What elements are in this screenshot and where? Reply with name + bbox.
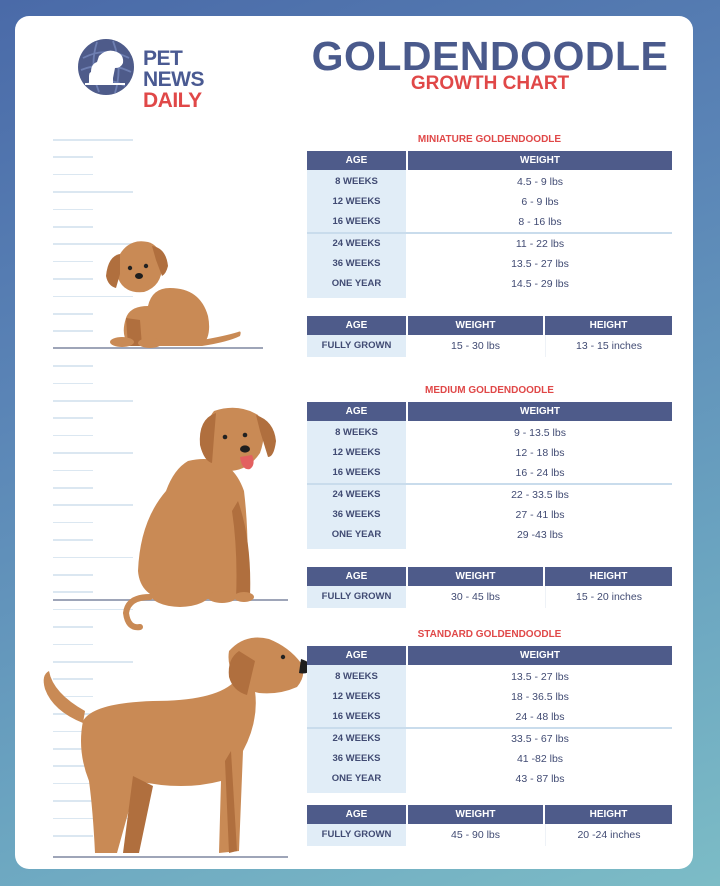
table-row (307, 254, 672, 274)
age-cell: 36 WEEKS (332, 508, 381, 520)
weight-cell: 13.5 - 27 lbs (511, 257, 569, 270)
table-row (307, 824, 672, 846)
row-divider (307, 232, 672, 234)
page-title: GOLDENDOODLE (311, 33, 669, 79)
header-weight: WEIGHT (408, 646, 672, 665)
height-cell: 15 - 20 inches (545, 586, 672, 608)
age-cell: 16 WEEKS (332, 711, 381, 723)
weight-table-1 (307, 402, 672, 549)
brand-logo (77, 38, 237, 112)
age-cell: FULLY GROWN (307, 586, 406, 608)
table-row (307, 335, 672, 357)
weight-cell: 43 - 87 lbs (515, 773, 565, 785)
logo-text-pet-news: PET NEWS (143, 47, 204, 91)
table-row (307, 423, 672, 443)
age-cell: 24 WEEKS (332, 237, 381, 249)
weight-table-0 (307, 151, 672, 298)
height-cell: 20 -24 inches (545, 824, 672, 846)
header-weight: WEIGHT (408, 402, 672, 421)
table-row (307, 212, 672, 232)
fully-grown-table-0 (307, 316, 672, 358)
header-weight: WEIGHT (408, 316, 543, 335)
ruler-tick (53, 522, 93, 524)
fully-grown-table-1 (307, 567, 672, 609)
age-cell: 16 WEEKS (332, 467, 381, 479)
row-divider (307, 727, 672, 729)
table-row (307, 667, 672, 687)
section-title-miniature: MINIATURE GOLDENDOODLE (417, 134, 562, 145)
ruler-tick (53, 383, 93, 385)
height-cell: 13 - 15 inches (545, 335, 672, 357)
ruler-tick (53, 365, 93, 367)
ruler-tick (53, 156, 93, 158)
weight-cell: 16 - 24 lbs (515, 467, 565, 480)
miniature-puppy-sitting-icon (90, 236, 250, 348)
header-weight: WEIGHT (408, 567, 543, 586)
weight-cell: 30 - 45 lbs (450, 591, 501, 603)
age-cell: ONE YEAR (331, 278, 382, 289)
header-weight: WEIGHT (408, 151, 672, 170)
ruler-tick (53, 330, 93, 332)
header-height: HEIGHT (545, 567, 672, 586)
ruler-tick (53, 191, 133, 193)
age-cell: 12 WEEKS (332, 196, 381, 208)
ruler-tick (53, 626, 93, 628)
page-subtitle: GROWTH CHART (410, 73, 570, 94)
growth-chart-card (15, 16, 693, 869)
standard-dog-standing-side-icon (33, 631, 313, 859)
weight-cell: 18 - 36.5 lbs (511, 691, 569, 704)
table-row (307, 729, 672, 749)
table-row (307, 485, 672, 505)
table-row (307, 687, 672, 707)
age-cell: 24 WEEKS (332, 488, 381, 500)
table-row (307, 769, 672, 789)
table-row (307, 443, 672, 463)
weight-cell: 14.5 - 29 lbs (511, 278, 569, 290)
header-height: HEIGHT (545, 316, 672, 335)
header-age: AGE (307, 646, 406, 665)
ruler-tick (53, 226, 93, 228)
table-row (307, 707, 672, 727)
weight-cell: 33.5 - 67 lbs (511, 732, 569, 745)
ruler-tick (53, 591, 93, 593)
row-divider (307, 483, 672, 485)
ruler-tick (53, 435, 93, 437)
age-cell: ONE YEAR (331, 529, 382, 540)
age-cell: 12 WEEKS (332, 691, 381, 703)
weight-cell: 8 - 16 lbs (518, 216, 562, 229)
table-row (307, 505, 672, 525)
age-cell: 8 WEEKS (335, 671, 378, 682)
age-cell: 36 WEEKS (332, 752, 381, 764)
age-cell: 24 WEEKS (332, 732, 381, 744)
ruler-tick (53, 417, 93, 419)
age-cell: 36 WEEKS (332, 257, 381, 269)
age-cell: FULLY GROWN (307, 824, 406, 846)
table-row (307, 749, 672, 769)
section-title-standard: STANDARD GOLDENDOODLE (417, 629, 562, 640)
weight-cell: 15 - 30 lbs (450, 340, 501, 352)
globe-dog-cat-icon (77, 38, 135, 96)
ruler-tick (53, 487, 93, 489)
weight-cell: 22 - 33.5 lbs (511, 488, 569, 501)
ruler-tick (53, 174, 93, 176)
section-title-medium: MEDIUM GOLDENDOODLE (425, 385, 554, 396)
header-age: AGE (307, 151, 406, 170)
weight-cell: 41 -82 lbs (516, 752, 564, 765)
age-cell: 12 WEEKS (332, 447, 381, 459)
table-row (307, 586, 672, 608)
header-age: AGE (307, 567, 406, 586)
table-row (307, 192, 672, 212)
table-row (307, 172, 672, 192)
ruler-tick (53, 539, 93, 541)
weight-cell: 45 - 90 lbs (450, 829, 501, 841)
ruler-tick (53, 470, 93, 472)
age-cell: 16 WEEKS (332, 216, 381, 228)
medium-dog-sitting-tongue-out-icon (110, 401, 280, 631)
table-row (307, 274, 672, 294)
ruler-tick (53, 139, 133, 141)
ruler-tick (53, 313, 93, 315)
weight-cell: 4.5 - 9 lbs (516, 176, 564, 188)
fully-grown-table-2 (307, 805, 672, 847)
weight-cell: 11 - 22 lbs (515, 237, 565, 250)
header-age: AGE (307, 316, 406, 335)
weight-cell: 6 - 9 lbs (521, 196, 559, 209)
table-row (307, 234, 672, 254)
ruler-tick (53, 209, 93, 211)
weight-cell: 29 -43 lbs (516, 529, 564, 541)
header-age: AGE (307, 805, 406, 824)
header-height: HEIGHT (545, 805, 672, 824)
table-row (307, 525, 672, 545)
weight-cell: 12 - 18 lbs (515, 447, 565, 460)
weight-cell: 13.5 - 27 lbs (511, 671, 569, 683)
ruler-tick (53, 261, 93, 263)
weight-cell: 27 - 41 lbs (515, 508, 565, 521)
header-weight: WEIGHT (408, 805, 543, 824)
age-cell: 8 WEEKS (335, 176, 378, 187)
header-age: AGE (307, 402, 406, 421)
weight-table-2 (307, 646, 672, 793)
table-row (307, 463, 672, 483)
logo-text-daily: DAILY (143, 89, 202, 112)
weight-cell: 24 - 48 lbs (515, 711, 565, 724)
age-cell: 8 WEEKS (335, 427, 378, 438)
ruler-tick (53, 278, 93, 280)
weight-cell: 9 - 13.5 lbs (514, 427, 566, 439)
age-cell: ONE YEAR (331, 773, 382, 784)
age-cell: FULLY GROWN (307, 335, 406, 357)
ruler-tick (53, 574, 93, 576)
